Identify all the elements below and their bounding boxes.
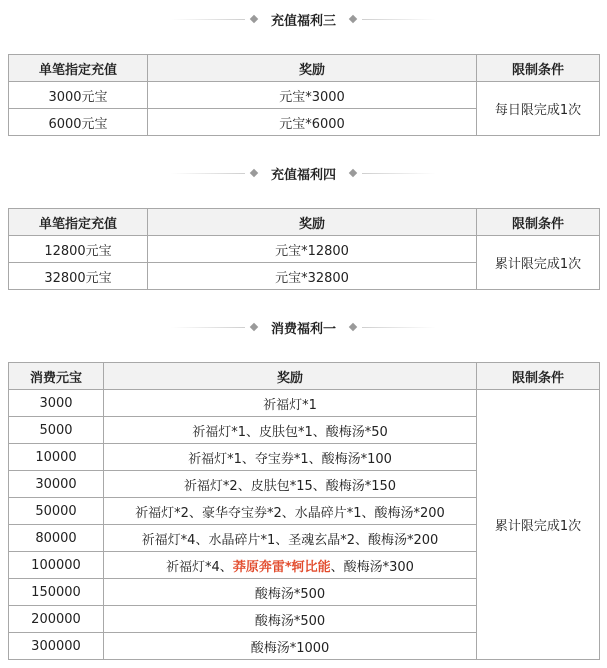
header-reward: 奖励 (104, 363, 477, 390)
cell-amount: 200000 (9, 606, 104, 633)
cell-reward: 元宝*3000 (148, 82, 477, 109)
diamond-icon (349, 169, 357, 177)
cell-reward: 祈福灯*2、皮肤包*15、酸梅汤*150 (104, 471, 477, 498)
section-title-text: 充值福利三 (270, 13, 336, 29)
cell-limit: 累计限完成1次 (477, 390, 600, 660)
cell-amount: 3000元宝 (9, 82, 148, 109)
cell-amount: 300000 (9, 633, 104, 660)
section-title-text: 消费福利一 (270, 321, 336, 337)
header-amount: 消费元宝 (9, 363, 104, 390)
diamond-icon (349, 323, 357, 331)
table-row (9, 236, 600, 263)
section-title-consume-1 (0, 315, 607, 339)
diamond-icon (250, 169, 258, 177)
cell-limit: 累计限完成1次 (477, 236, 600, 290)
header-limit: 限制条件 (477, 363, 600, 390)
cell-amount: 150000 (9, 579, 104, 606)
cell-reward (104, 552, 477, 579)
table-header-row (9, 55, 600, 82)
cell-amount: 3000 (9, 390, 104, 417)
cell-reward: 祈福灯*1 (104, 390, 477, 417)
header-reward: 奖励 (148, 209, 477, 236)
cell-amount: 6000元宝 (9, 109, 148, 136)
header-amount: 单笔指定充值 (9, 209, 148, 236)
cell-amount: 10000 (9, 444, 104, 471)
cell-reward: 祈福灯*2、豪华夺宝券*2、水晶碎片*1、酸梅汤*200 (104, 498, 477, 525)
cell-reward: 酸梅汤*1000 (104, 633, 477, 660)
table-header-row (9, 363, 600, 390)
header-amount: 单笔指定充值 (9, 55, 148, 82)
cell-amount: 12800元宝 (9, 236, 148, 263)
table-header-row (9, 209, 600, 236)
cell-amount: 80000 (9, 525, 104, 552)
cell-reward: 元宝*32800 (148, 263, 477, 290)
section-title-recharge-4 (0, 161, 607, 185)
cell-amount: 32800元宝 (9, 263, 148, 290)
title-divider-right (362, 173, 436, 174)
diamond-icon (349, 15, 357, 23)
title-divider-right (362, 327, 436, 328)
table-row (9, 390, 600, 417)
table-row (9, 82, 600, 109)
cell-amount: 50000 (9, 498, 104, 525)
cell-amount: 5000 (9, 417, 104, 444)
header-limit: 限制条件 (477, 209, 600, 236)
cell-limit: 每日限完成1次 (477, 82, 600, 136)
diamond-icon (250, 323, 258, 331)
cell-reward: 元宝*6000 (148, 109, 477, 136)
title-divider-left (171, 327, 245, 328)
section-title-text: 充值福利四 (270, 167, 336, 183)
title-divider-left (171, 19, 245, 20)
highlighted-reward-skin: 莽原奔雷*轲比能 (232, 559, 331, 575)
header-reward: 奖励 (148, 55, 477, 82)
title-divider-left (171, 173, 245, 174)
cell-reward: 祈福灯*4、水晶碎片*1、圣魂玄晶*2、酸梅汤*200 (104, 525, 477, 552)
cell-reward: 元宝*12800 (148, 236, 477, 263)
section-title-recharge-3 (0, 7, 607, 31)
recharge-4-table (8, 208, 600, 290)
cell-reward: 酸梅汤*500 (104, 579, 477, 606)
consume-1-table (8, 362, 600, 660)
cell-reward: 祈福灯*1、夺宝券*1、酸梅汤*100 (104, 444, 477, 471)
diamond-icon (250, 15, 258, 23)
cell-amount: 100000 (9, 552, 104, 579)
recharge-3-table (8, 54, 600, 136)
reward-text: 、酸梅汤*300 (330, 559, 414, 575)
cell-amount: 30000 (9, 471, 104, 498)
reward-text: 祈福灯*4、 (166, 559, 233, 575)
header-limit: 限制条件 (477, 55, 600, 82)
cell-reward: 酸梅汤*500 (104, 606, 477, 633)
title-divider-right (362, 19, 436, 20)
cell-reward: 祈福灯*1、皮肤包*1、酸梅汤*50 (104, 417, 477, 444)
